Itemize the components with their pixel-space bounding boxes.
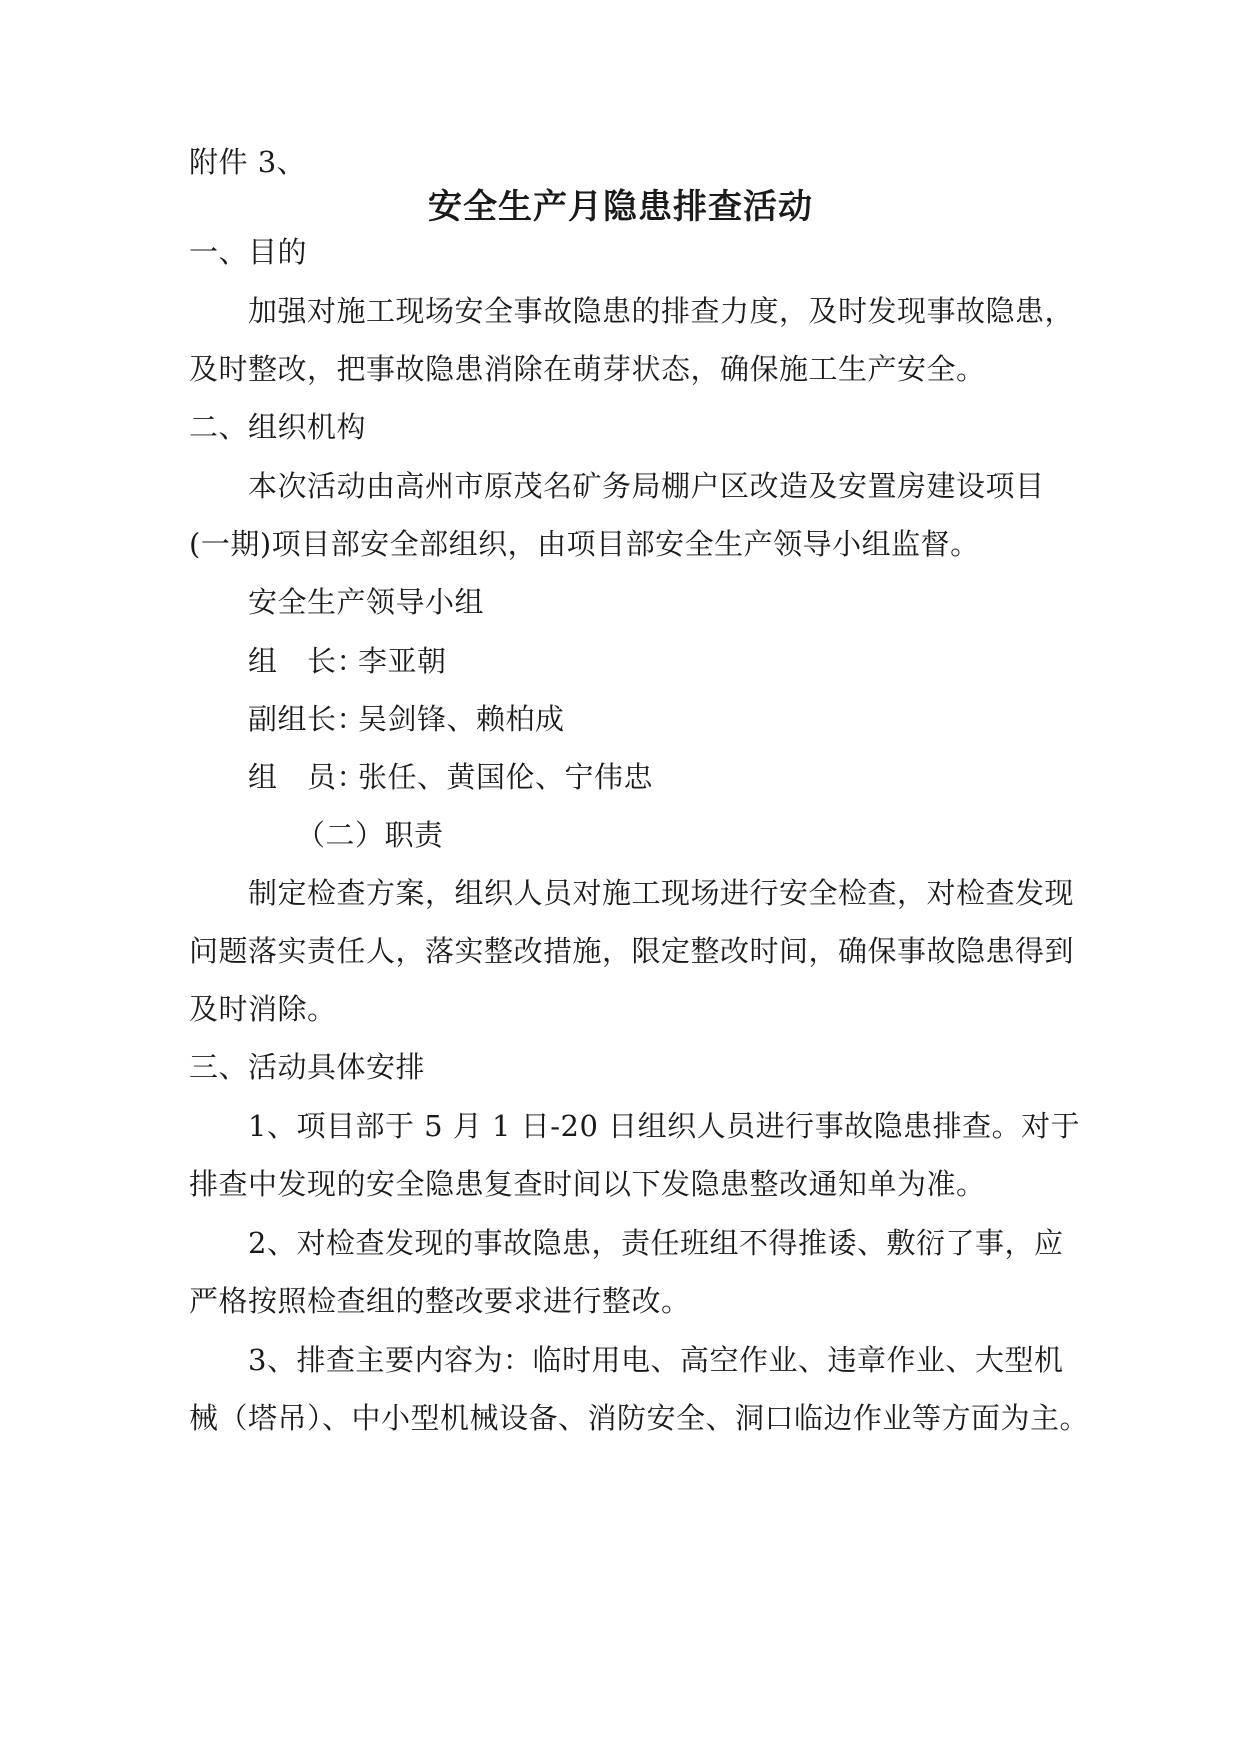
leader-label: 组 长： [248, 644, 367, 678]
deputy-value: 吴剑锋、赖柏成 [358, 702, 565, 736]
duty-heading: （二）职责 [296, 818, 444, 852]
duty-paragraph-line: 制定检查方案，组织人员对施工现场进行安全检查，对检查发现 [248, 876, 1075, 910]
section3-heading: 三、活动具体安排 [189, 1050, 426, 1084]
deputy-label: 副组长： [248, 702, 367, 736]
item3-line: 3、排查主要内容为：临时用电、高空作业、违章作业、大型机 [248, 1343, 1064, 1377]
section1-paragraph-line: 及时整改，把事故隐患消除在萌芽状态，确保施工生产安全。 [189, 352, 986, 386]
group-title: 安全生产领导小组 [248, 585, 485, 619]
item3-line: 械（塔吊）、中小型机械设备、消防安全、洞口临边作业等方面为主。 [189, 1401, 1090, 1435]
group-leader-row [248, 639, 1068, 683]
item2-line: 2、对检查发现的事故隐患，责任班组不得推诿、敷衍了事，应 [248, 1226, 1064, 1260]
section1-heading: 一、目的 [189, 235, 308, 269]
attachment-label: 附件 3、 [189, 145, 307, 179]
item1-line: 1、项目部于 5 月 1 日-20 日组织人员进行事故隐患排查。对于 [248, 1109, 1081, 1143]
duty-paragraph-line: 问题落实责任人，落实整改措施，限定整改时间，确保事故隐患得到 [189, 934, 1075, 968]
group-deputy-row [248, 697, 1068, 741]
section2-paragraph-line: (一期)项目部安全部组织，由项目部安全生产领导小组监督。 [189, 527, 980, 561]
member-label: 组 员： [248, 760, 367, 794]
section2-heading: 二、组织机构 [189, 410, 367, 444]
duty-paragraph-line: 及时消除。 [189, 992, 337, 1026]
member-value: 张任、黄国伦、宁伟忠 [358, 760, 654, 794]
item2-line: 严格按照检查组的整改要求进行整改。 [189, 1284, 691, 1318]
document-title: 安全生产月隐患排查活动 [428, 187, 813, 227]
item1-line: 排查中发现的安全隐患复查时间以下发隐患整改通知单为准。 [189, 1167, 986, 1201]
leader-value: 李亚朝 [358, 644, 447, 678]
section1-paragraph-line: 加强对施工现场安全事故隐患的排查力度，及时发现事故隐患， [248, 294, 1075, 328]
group-member-row [248, 755, 1068, 799]
section2-paragraph-line: 本次活动由高州市原茂名矿务局棚户区改造及安置房建设项目 [248, 469, 1045, 503]
